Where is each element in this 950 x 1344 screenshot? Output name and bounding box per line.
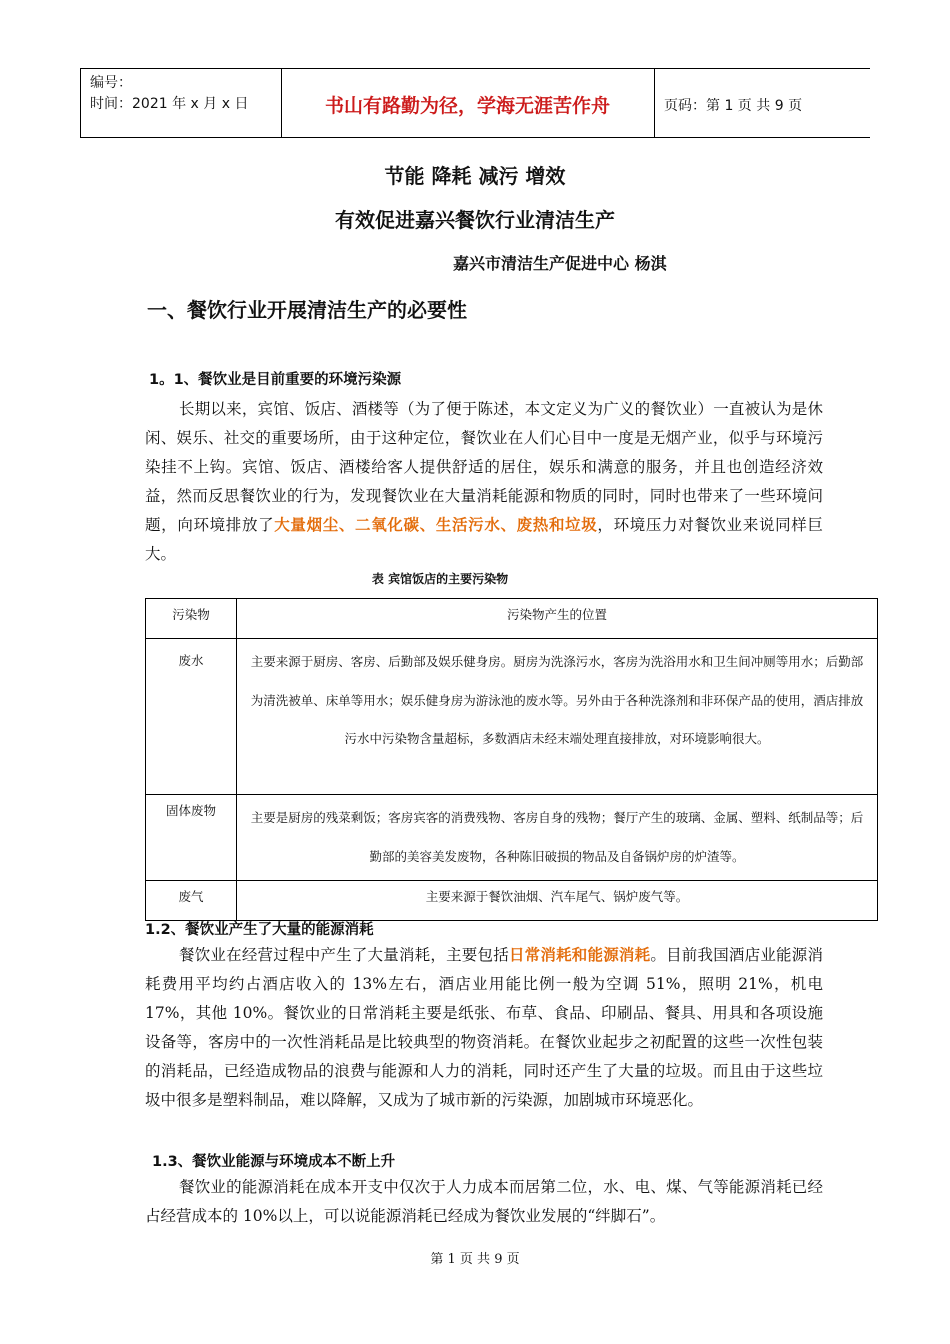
title-line-1: 节能 降耗 减污 增效 [384, 164, 566, 188]
table-cell: 主要来源于厨房、客房、后勤部及娱乐健身房。厨房为洗涤污水，客房为洗浴用水和卫生间冲厕等用水；后勤部为清洗被单、床单等用水；娱乐健身房为游泳池的废水等。另外由于各种洗涤剂和非环保产品的使用，酒店排放污水中污染物含量超标，多数酒店未经末端处理直接排放，对环境影响很大。 [237, 639, 878, 795]
table-cell: 废水 [146, 639, 237, 795]
header-meta [90, 73, 248, 115]
highlight-text: 日常消耗和能源消耗 [508, 946, 651, 964]
table-header-row [146, 599, 878, 639]
paragraph [145, 395, 823, 569]
subsection-heading: 1.3、餐饮业能源与环境成本不断上升 [152, 1154, 396, 1170]
table-cell: 主要来源于餐饮油烟、汽车尾气、锅炉废气等。 [237, 881, 878, 921]
subsection-heading: 1。1、餐饮业是目前重要的环境污染源 [149, 372, 402, 388]
table-cell: 废气 [146, 881, 237, 921]
paragraph-text: 。目前我国酒店业能源消耗费用平均约占酒店收入的 13%左右，酒店业用能比例一般为空调 51%，照明 21%，机电 17%，其他 10%。餐饮业的日常消耗主要是纸张、布草、食品、印刷品、餐具、用具和各项设施设备等，客房中的一次性消耗品是比较典型的物资消耗。在餐饮业起步之初配置的这些一次性包装的消耗品，已经造成物品的浪费与能源和人力的消耗，同时还产生了大量的垃圾。而且由于这些垃圾中很多是塑料制品，难以降解，又成为了城市新的污染源，加剧城市环境恶化。 [145, 946, 823, 1109]
table-row [146, 881, 878, 921]
section-heading: 一、餐饮行业开展清洁生产的必要性 [147, 298, 467, 322]
paragraph-text: 餐饮业在经营过程中产生了大量消耗，主要包括 [179, 946, 509, 964]
highlight-text: 大量烟尘、二氧化碳、生活污水、废热和垃圾 [274, 516, 598, 534]
subsection-heading: 1.2、餐饮业产生了大量的能源消耗 [145, 922, 374, 938]
header-divider [80, 69, 81, 137]
pollutant-table [145, 598, 878, 921]
paragraph [145, 941, 823, 1115]
header-divider [654, 69, 655, 137]
number-label: 编号： [90, 75, 132, 91]
paragraph: 餐饮业的能源消耗在成本开支中仅次于人力成本而居第二位，水、电、煤、气等能源消耗已经占经营成本的 10%以上，可以说能源消耗已经成为餐饮业发展的“绊脚石”。 [145, 1178, 823, 1225]
table-header-cell: 污染物产生的位置 [237, 599, 878, 639]
paragraph-text: ，环境压力对餐饮业来说同样巨大。 [145, 516, 823, 563]
author-line: 嘉兴市清洁生产促进中心 杨淇 [453, 254, 667, 273]
paragraph-text: 长期以来，宾馆、饭店、酒楼等（为了便于陈述，本文定义为广义的餐饮业）一直被认为是休闲、娱乐、社交的重要场所，由于这种定位，餐饮业在人们心目中一度是无烟产业，似乎与环境污染挂不上钩。宾馆、饭店、酒楼给客人提供舒适的居住，娱乐和满意的服务，并且也创造经济效益，然而反思餐饮业的行为，发现餐饮业在大量消耗能源和物质的同时，同时也带来了一些环境问题，向环境排放了 [145, 400, 823, 534]
time-label: 时间：2021 年 x 月 x 日 [90, 96, 249, 112]
header-motto: 书山有路勤为径，学海无涯苦作舟 [324, 95, 610, 117]
document-header [80, 68, 870, 138]
title-line-2: 有效促进嘉兴餐饮行业清洁生产 [335, 208, 615, 232]
table-cell: 固体废物 [146, 795, 237, 881]
header-page-info: 页码：第 1 页 共 9 页 [664, 98, 803, 114]
table-caption: 表 宾馆饭店的主要污染物 [371, 572, 509, 586]
table-header-cell: 污染物 [146, 599, 237, 639]
table-row [146, 795, 878, 881]
page-footer: 第 1 页 共 9 页 [430, 1252, 520, 1267]
table-row [146, 639, 878, 795]
table-cell: 主要是厨房的残菜剩饭；客房宾客的消费残物、客房自身的残物；餐厅产生的玻璃、金属、塑料、纸制品等；后勤部的美容美发废物，各种陈旧破损的物品及自备锅炉房的炉渣等。 [237, 795, 878, 881]
